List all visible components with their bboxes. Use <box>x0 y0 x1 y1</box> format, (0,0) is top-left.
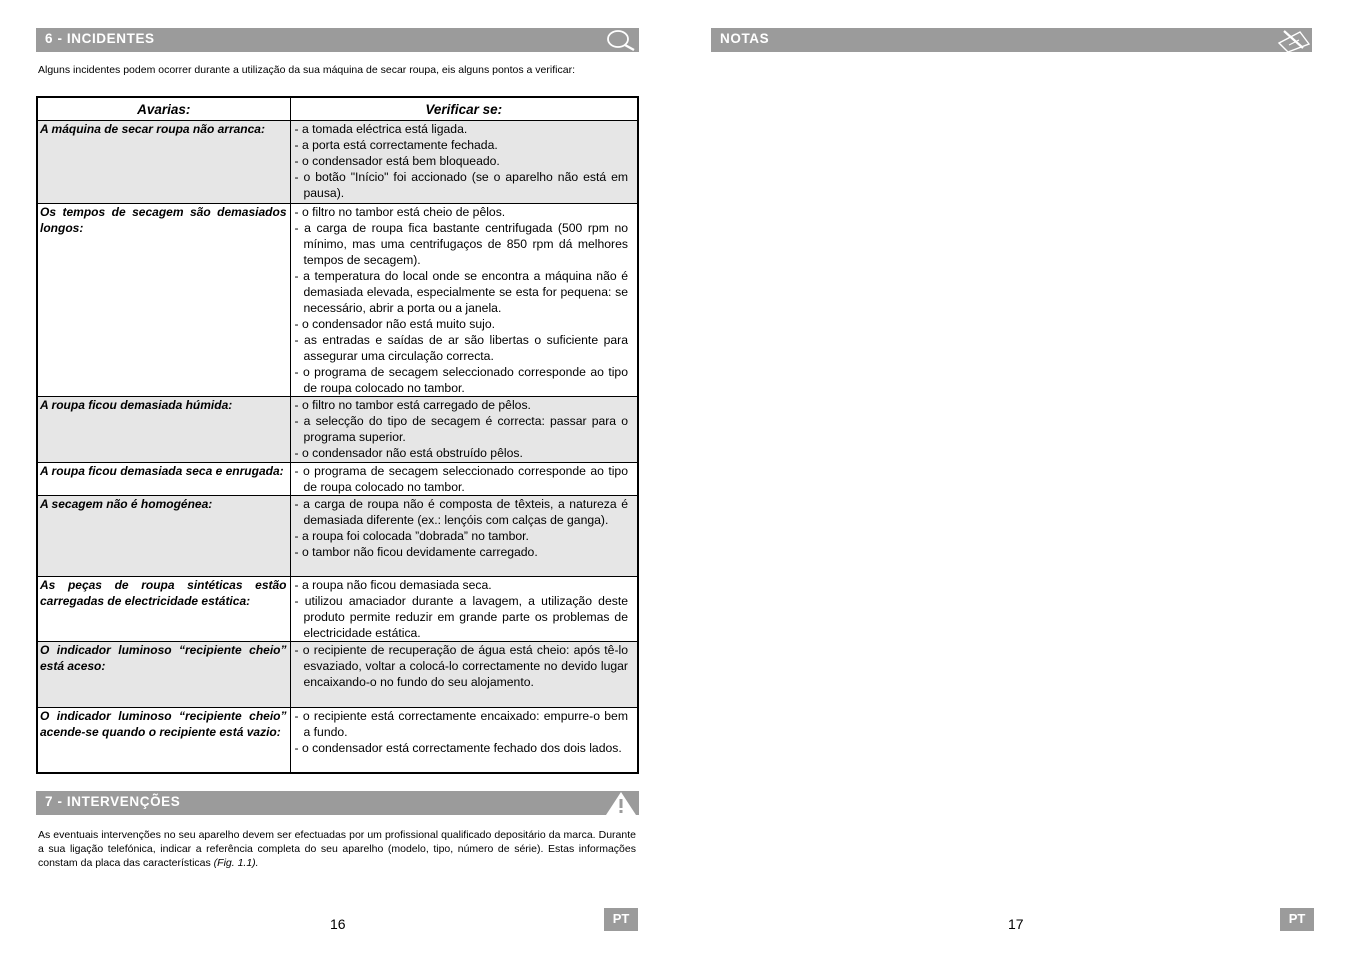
check-item: - a roupa foi colocada ”dobrada” no tambor. <box>294 528 529 543</box>
interventions-body: As eventuais intervenções no seu aparelho devem ser efectuadas por um profissional qualificado depositário da marca. Durante a sua ligação telefónica, indicar a referência completa do seu aparelho (modelo, tipo, número de série). Estas informações constam da placa das características <box>38 829 636 869</box>
check-item: - a tomada eléctrica está ligada. <box>294 121 468 136</box>
table-row <box>37 120 638 203</box>
notes-title: NOTAS <box>720 31 770 46</box>
check-item: - o filtro no tambor está carregado de pêlos. <box>294 397 531 412</box>
language-badge-left: PT <box>604 908 638 931</box>
fault-cell: O indicador luminoso “recipiente cheio” está aceso: <box>37 641 290 707</box>
table-row <box>37 203 638 396</box>
checks-cell <box>290 495 638 576</box>
check-item: - o condensador está bem bloqueado. <box>294 153 500 168</box>
fault-cell: A roupa ficou demasiada seca e enrugada: <box>37 462 290 495</box>
notes-header <box>711 28 1312 52</box>
check-item: - o condensador está correctamente fechado dos dois lados. <box>294 740 622 755</box>
check-item: - utilizou amaciador durante a lavagem, a utilização deste produto permite reduzir em grande parte os problemas de electricidade estática. <box>294 593 628 640</box>
interventions-text <box>38 828 636 870</box>
table-row <box>37 396 638 462</box>
incidents-intro: Alguns incidentes podem ocorrer durante a utilização da sua máquina de secar roupa, eis alguns pontos a verificar: <box>38 64 575 76</box>
table-row <box>37 641 638 707</box>
check-item: - o recipiente está correctamente encaixado: empurre-o bem a fundo. <box>294 708 628 739</box>
section-7-header <box>36 791 639 815</box>
fault-cell: Os tempos de secagem são demasiados longos: <box>37 203 290 396</box>
check-item: - o condensador não está muito sujo. <box>294 316 496 331</box>
check-item: - o programa de secagem seleccionado corresponde ao tipo de roupa colocado no tambor. <box>294 463 628 494</box>
check-item: - a selecção do tipo de secagem é correcta: passar para o programa superior. <box>294 413 628 444</box>
check-item: - a carga de roupa fica bastante centrifugada (500 rpm no mínimo, mas uma centrifugaços de 850 rpm dá melhores tempos de secagem). <box>294 220 628 267</box>
checks-cell <box>290 576 638 641</box>
section-6-header <box>36 28 639 52</box>
section-6-title: 6 - INCIDENTES <box>45 31 155 46</box>
check-item: - a roupa não ficou demasiada seca. <box>294 577 492 592</box>
check-item: - a carga de roupa não é composta de têxteis, a natureza é demasiada diferente (ex.: lençóis com calças de ganga). <box>294 496 628 527</box>
fault-cell: A secagem não é homogénea: <box>37 495 290 576</box>
check-item: - o condensador não está obstruído pêlos. <box>294 445 523 460</box>
fault-cell: A roupa ficou demasiada húmida: <box>37 396 290 462</box>
checks-cell <box>290 462 638 495</box>
page-number-left: 16 <box>330 916 346 932</box>
check-item: - o programa de secagem seleccionado corresponde ao tipo de roupa colocado no tambor. <box>294 364 628 395</box>
checks-cell <box>290 396 638 462</box>
figure-reference: (Fig. 1.1). <box>213 857 259 869</box>
language-badge-right: PT <box>1280 908 1314 931</box>
fault-cell: A máquina de secar roupa não arranca: <box>37 120 290 203</box>
warning-icon <box>603 791 639 815</box>
table-row <box>37 707 638 773</box>
checks-cell <box>290 120 638 203</box>
column-header-checks: Verificar se: <box>290 97 638 120</box>
table-row <box>37 462 638 495</box>
section-7-title: 7 - INTERVENÇÕES <box>45 794 181 809</box>
checks-cell <box>290 203 638 396</box>
check-item: - o filtro no tambor está cheio de pêlos. <box>294 204 506 219</box>
incidents-table <box>36 96 639 774</box>
column-header-faults: Avarias: <box>37 97 290 120</box>
pen-paper-icon <box>1276 28 1312 52</box>
check-item: - o tambor não ficou devidamente carregado. <box>294 544 538 559</box>
checks-cell <box>290 641 638 707</box>
check-item: - o recipiente de recuperação de água está cheio: após tê-lo esvaziado, voltar a colocá-lo correctamente no devido lugar encaixando-o no fundo do seu alojamento. <box>294 642 628 689</box>
fault-cell: As peças de roupa sintéticas estão carregadas de electricidade estática: <box>37 576 290 641</box>
fault-cell: O indicador luminoso “recipiente cheio” acende-se quando o recipiente está vazio: <box>37 707 290 773</box>
check-item: - a porta está correctamente fechada. <box>294 137 498 152</box>
checks-cell <box>290 707 638 773</box>
page-number-right: 17 <box>1008 916 1024 932</box>
check-item: - a temperatura do local onde se encontra a máquina não é demasiada elevada, especialmente se esta for pequena: se necessário, abrir a porta ou a janela. <box>294 268 628 315</box>
table-row <box>37 576 638 641</box>
table-row <box>37 495 638 576</box>
magnifier-icon <box>603 28 639 52</box>
check-item: - o botão "Início" foi accionado (se o aparelho não está em pausa). <box>294 169 628 200</box>
check-item: - as entradas e saídas de ar são libertas o suficiente para assegurar uma circulação correcta. <box>294 332 628 363</box>
